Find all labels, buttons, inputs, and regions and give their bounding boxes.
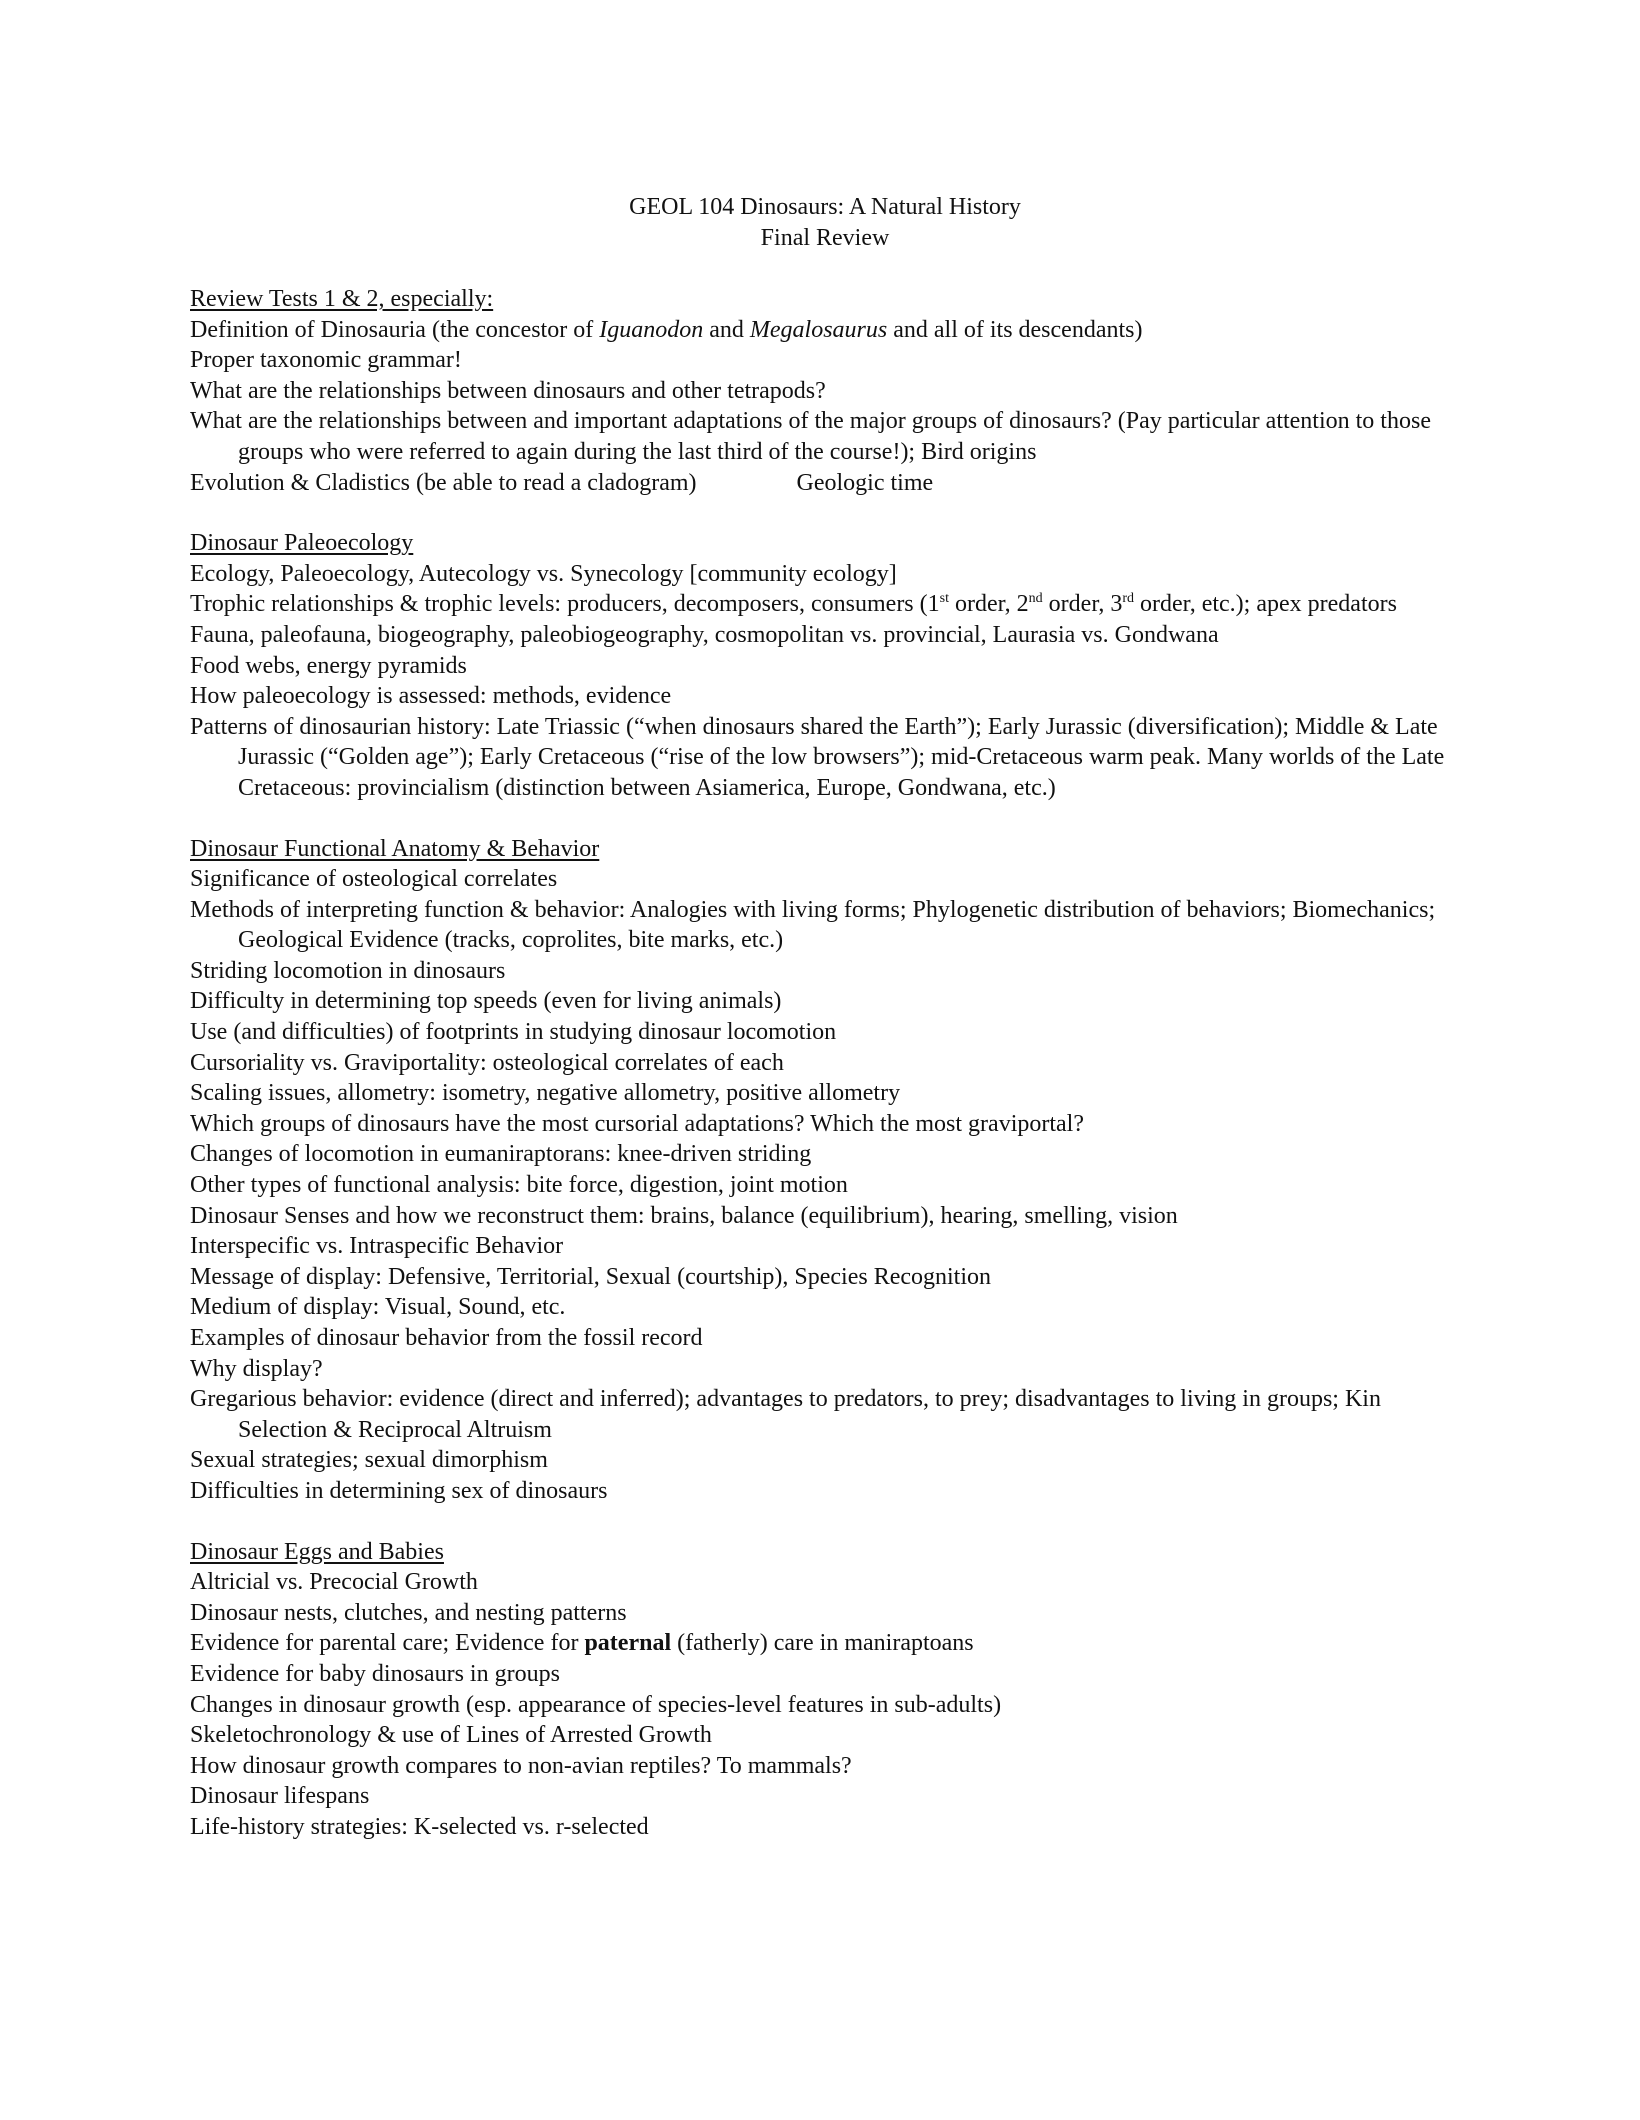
list-item-skeletochronology: Skeletochronology & use of Lines of Arrested Growth [190, 1722, 712, 1749]
list-item-nests: Dinosaur nests, clutches, and nesting patterns [190, 1599, 627, 1626]
list-item-patterns: Patterns of dinosaurian history: Late Triassic (“when dinosaurs shared the Earth”); Early Jurassic (diversification); Middle & Late Jurassic (“Golden age”); Early Cretaceous (“rise of the low browsers”); mid-Cretaceous warm peak. Many worlds of the Late Cretaceous: provincialism (distinction between Asiamerica, Europe, Gondwana, etc.) [190, 713, 1445, 801]
list-item: Significance of osteological correlates [190, 866, 558, 893]
list-item: Difficulty in determining top speeds (even for living animals) [190, 988, 782, 1015]
list-item: Which groups of dinosaurs have the most cursorial adaptations? Which the most graviportal? [190, 1110, 1084, 1137]
list-item-grammar: Proper taxonomic grammar! [190, 347, 462, 374]
list-item: Scaling issues, allometry: isometry, negative allometry, positive allometry [190, 1080, 901, 1107]
list-item: Medium of display: Visual, Sound, etc. [190, 1294, 566, 1321]
document-page [190, 192, 1460, 1843]
list-item-groups: What are the relationships between and important adaptations of the major groups of dinosaurs? (Pay particular attention to those groups who were referred to again during the last third of the course!); Bird origins [190, 408, 1431, 465]
list-item: Gregarious behavior: evidence (direct and inferred); advantages to predators, to prey; disadvantages to living in groups; Kin Selection & Reciprocal Altruism [190, 1386, 1381, 1443]
list-item-life-history: Life-history strategies: K-selected vs. r-selected [190, 1813, 649, 1840]
section-heading-review: Review Tests 1 & 2, especially: [190, 286, 494, 312]
list-item-fauna: Fauna, paleofauna, biogeography, paleobiogeography, cosmopolitan vs. provincial, Laurasia vs. Gondwana [190, 621, 1219, 648]
list-item: Cursoriality vs. Graviportality: osteological correlates of each [190, 1049, 784, 1076]
list-item: Striding locomotion in dinosaurs [190, 957, 506, 984]
list-item-growth-compare: How dinosaur growth compares to non-avian reptiles? To mammals? [190, 1752, 852, 1779]
section-review [190, 284, 1460, 498]
list-item: Dinosaur Senses and how we reconstruct them: brains, balance (equilibrium), hearing, smelling, vision [190, 1202, 1178, 1229]
list-item: Why display? [190, 1355, 323, 1382]
section-heading-eggs-babies: Dinosaur Eggs and Babies [190, 1538, 444, 1565]
list-item: Difficulties in determining sex of dinosaurs [190, 1477, 608, 1504]
section-eggs-babies [190, 1537, 1460, 1843]
list-item-evolution: Evolution & Cladistics (be able to read a cladogram) Geologic time [190, 469, 934, 496]
list-item: Interspecific vs. Intraspecific Behavior [190, 1233, 564, 1260]
document-subtitle: Final Review [760, 225, 890, 251]
list-item-altricial: Altricial vs. Precocial Growth [190, 1569, 478, 1596]
section-paleoecology [190, 528, 1460, 803]
list-item: Examples of dinosaur behavior from the fossil record [190, 1325, 703, 1351]
list-item-definition: Definition of Dinosauria (the concestor of Iguanodon and Megalosaurus and all of its descendants) [190, 316, 1143, 343]
list-item-assessed: How paleoecology is assessed: methods, evidence [190, 683, 672, 710]
list-item-baby-groups: Evidence for baby dinosaurs in groups [190, 1660, 560, 1687]
list-item: Other types of functional analysis: bite force, digestion, joint motion [190, 1172, 848, 1199]
document-title: GEOL 104 Dinosaurs: A Natural History [629, 194, 1021, 220]
list-item-food-webs: Food webs, energy pyramids [190, 652, 467, 679]
list-item-parental-care: Evidence for parental care; Evidence for paternal (fatherly) care in maniraptoans [190, 1630, 974, 1657]
list-item: Changes of locomotion in eumaniraptorans: knee-driven striding [190, 1141, 812, 1168]
list-item-tetrapods: What are the relationships between dinosaurs and other tetrapods? [190, 377, 826, 404]
section-heading-anatomy: Dinosaur Functional Anatomy & Behavior [190, 835, 600, 862]
list-item: Message of display: Defensive, Territorial, Sexual (courtship), Species Recognition [190, 1263, 992, 1290]
section-heading-paleoecology: Dinosaur Paleoecology [190, 530, 414, 557]
list-item: Sexual strategies; sexual dimorphism [190, 1447, 548, 1474]
list-item: Use (and difficulties) of footprints in studying dinosaur locomotion [190, 1019, 837, 1046]
list-item-geologic-time: Geologic time [796, 469, 934, 496]
list-item-growth-changes: Changes in dinosaur growth (esp. appearance of species-level features in sub-adults) [190, 1691, 1002, 1718]
list-item-trophic: Trophic relationships & trophic levels: producers, decomposers, consumers (1st order, 2nd order, 3rd order, etc.); apex predators [190, 591, 1397, 618]
section-anatomy [190, 834, 1460, 1507]
list-item-ecology: Ecology, Paleoecology, Autecology vs. Synecology [community ecology] [190, 560, 897, 587]
list-item-lifespans: Dinosaur lifespans [190, 1783, 370, 1810]
list-item: Methods of interpreting function & behavior: Analogies with living forms; Phylogenetic distribution of behaviors; Biomechanics; Geological Evidence (tracks, coprolites, bite marks, etc.) [190, 896, 1436, 954]
